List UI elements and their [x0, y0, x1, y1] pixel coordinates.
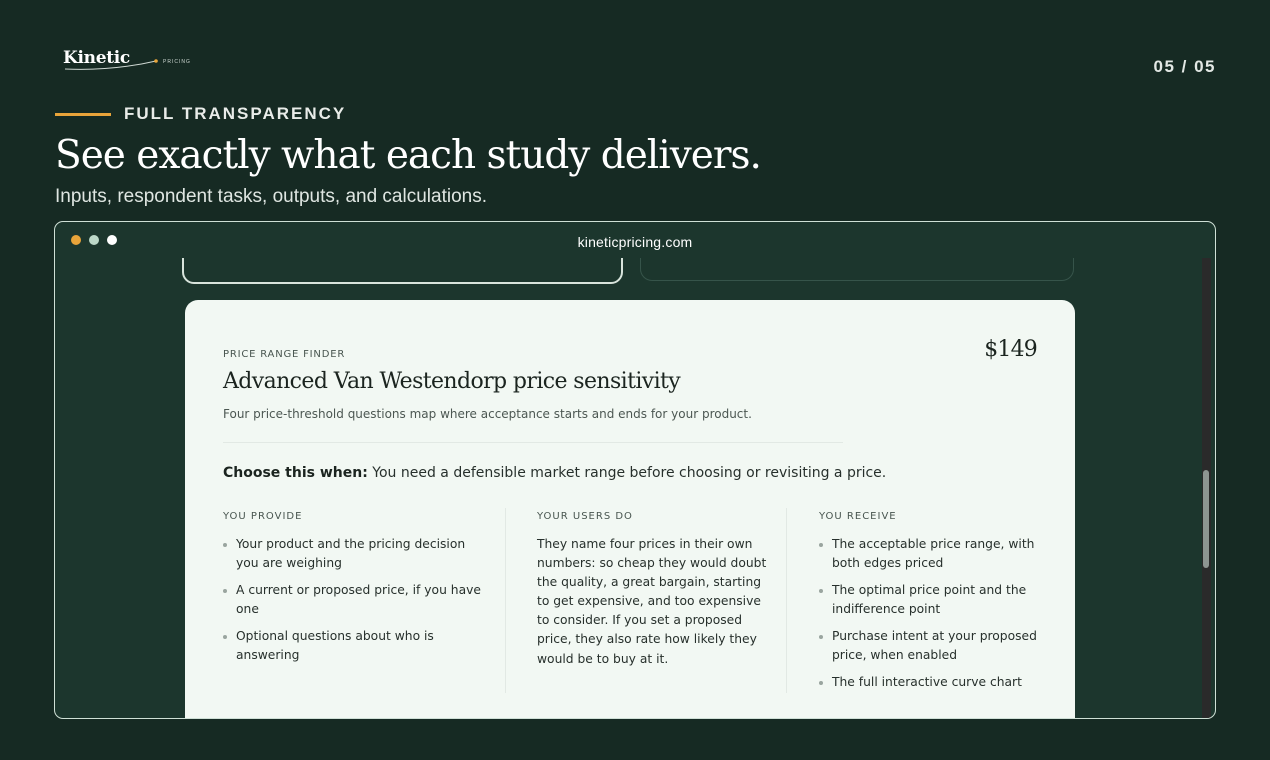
previous-card-right[interactable] [640, 258, 1074, 281]
browser-toolbar [55, 222, 1215, 258]
your-users-do-column [537, 511, 769, 669]
eyebrow-text: FULL TRANSPARENCY [124, 104, 347, 123]
you-provide-column [223, 511, 483, 673]
address-bar-url[interactable]: kineticpricing.com [577, 234, 693, 250]
choose-this-when [223, 465, 886, 481]
page-subtitle: Inputs, respondent tasks, outputs, and calculations. [55, 186, 487, 207]
logo-swoosh-icon [63, 58, 163, 72]
list-item: The full interactive curve chart [819, 673, 1039, 692]
page-title: See exactly what each study delivers. [55, 133, 761, 178]
card-title: Advanced Van Westendorp price sensitivity [223, 369, 681, 394]
choose-label: Choose this when: [223, 465, 368, 481]
receive-list [819, 535, 1039, 692]
eyebrow [55, 104, 346, 124]
you-receive-column [819, 511, 1039, 700]
list-item: The optimal price point and the indifference point [819, 581, 1039, 619]
list-item: Optional questions about who is answering [223, 627, 483, 665]
page-counter: 05 / 05 [1153, 57, 1216, 76]
brand-name: Kinetic [63, 48, 130, 68]
list-item: Purchase intent at your proposed price, when enabled [819, 627, 1039, 665]
scrollbar-thumb[interactable] [1203, 470, 1209, 568]
list-item: Your product and the pricing decision you are weighing [223, 535, 483, 573]
card-description: Four price-threshold questions map where acceptance starts and ends for your product. [223, 407, 752, 421]
column-heading: YOU PROVIDE [223, 511, 303, 522]
previous-card-left[interactable] [182, 258, 623, 284]
users-do-text: They name four prices in their own numbers: so cheap they would doubt the quality, a great bargain, starting to get expensive, and too expensive to consider. If you set a proposed price, they also rate how likely they would be to buy at it. [537, 537, 767, 666]
provide-list [223, 535, 483, 665]
list-item: A current or proposed price, if you have one [223, 581, 483, 619]
column-heading: YOU RECEIVE [819, 511, 897, 522]
list-item: The acceptable price range, with both edges priced [819, 535, 1039, 573]
browser-viewport [55, 258, 1215, 719]
column-heading: YOUR USERS DO [537, 511, 633, 522]
brand-logo[interactable] [63, 48, 203, 74]
browser-window [54, 221, 1216, 719]
column-divider [786, 508, 787, 693]
eyebrow-accent-line [55, 113, 111, 116]
card-kicker: PRICE RANGE FINDER [223, 349, 346, 360]
card-divider [223, 442, 843, 443]
column-divider [505, 508, 506, 693]
brand-sub: PRICING [163, 59, 191, 65]
choose-text: You need a defensible market range before choosing or revisiting a price. [372, 465, 887, 481]
card-price: $149 [984, 337, 1037, 362]
study-card [185, 300, 1075, 719]
